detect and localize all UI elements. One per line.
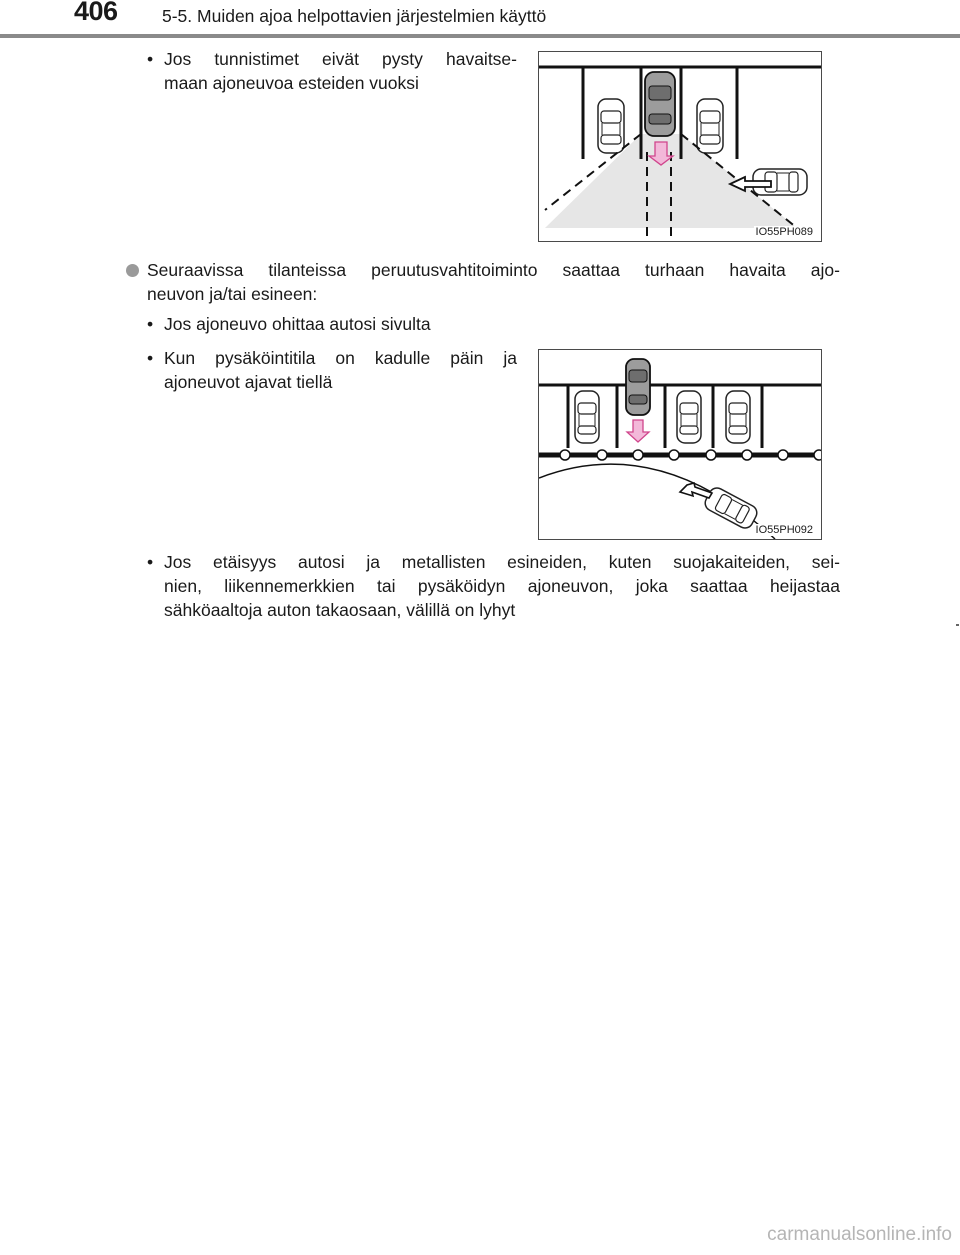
parked-car-left <box>598 99 624 153</box>
bullet-marker: • <box>147 314 154 334</box>
parked-car <box>726 391 750 443</box>
approach-arrow <box>680 483 712 498</box>
bullet1-line2: maan ajoneuvoa esteiden vuoksi <box>164 73 419 93</box>
bullet1-line1: Jos tunnistimet eivät pysty havaitse- <box>164 49 517 69</box>
watermark: carmanualsonline.info <box>767 1224 952 1245</box>
section-title: 5-5. Muiden ajoa helpottavien järjestelmien käyttö <box>162 6 547 26</box>
reverse-arrow <box>627 420 649 442</box>
main-point-line2: neuvon ja/tai esineen: <box>147 284 318 304</box>
bullet4-line2: nien, liikennemerkkien tai pysäköidyn ajoneuvon, joka saattaa heijastaa <box>164 576 840 596</box>
header-rule <box>0 34 960 38</box>
own-car <box>645 72 675 136</box>
parked-car-right <box>697 99 723 153</box>
bullet-dot-icon <box>126 264 139 277</box>
bullet-marker: • <box>147 348 154 368</box>
bullet4-line1: Jos etäisyys autosi ja metallisten esineiden, kuten suojakaiteiden, sei- <box>164 552 840 572</box>
bullet3-line2: ajoneuvot ajavat tiellä <box>164 372 333 392</box>
figure1-code: IO55PH089 <box>755 226 813 238</box>
margin-mark <box>956 624 959 626</box>
parked-car <box>677 391 701 443</box>
page-number: 406 <box>74 0 118 26</box>
bullet-marker: • <box>147 552 154 572</box>
figure1-illustration <box>539 52 821 241</box>
bullet3-line1: Kun pysäköintitila on kadulle päin ja <box>164 348 517 368</box>
figure-sensor-blocked <box>538 51 822 242</box>
figure2-illustration <box>539 350 821 539</box>
figure-street-parking <box>538 349 822 540</box>
figure2-code: IO55PH092 <box>755 524 813 536</box>
bullet-marker: • <box>147 49 154 69</box>
bullet2-text: Jos ajoneuvo ohittaa autosi sivulta <box>164 314 431 334</box>
bullet4-line3: sähköaaltoja auton takaosaan, välillä on lyhyt <box>164 600 516 620</box>
parked-car <box>575 391 599 443</box>
main-point-line1: Seuraavissa tilanteissa peruutusvahtitoiminto saattaa turhaan havaita ajo- <box>147 260 840 280</box>
parking-lines <box>539 67 821 159</box>
own-car <box>626 359 650 415</box>
